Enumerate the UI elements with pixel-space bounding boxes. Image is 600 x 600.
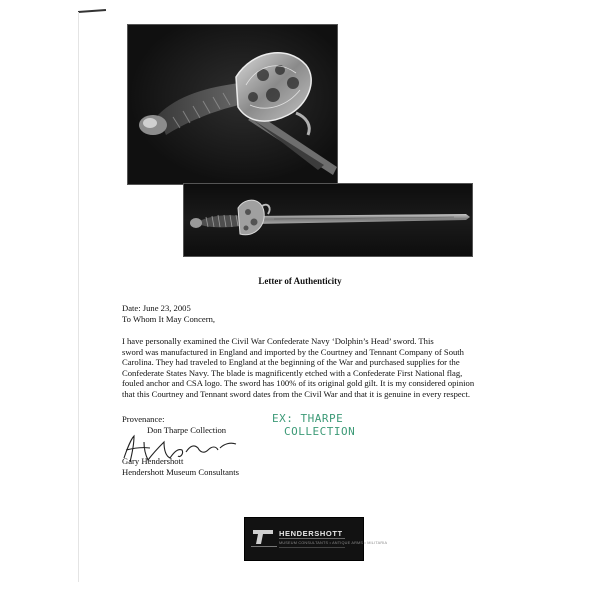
body-line: Confederate States Navy. The blade is magnificently etched with a Confederate First National flag,	[122, 367, 463, 378]
body-line: fouled anchor and CSA logo. The sword has 100% of its original gold gilt. It is my considered opinion	[122, 378, 475, 389]
signer-name: Gary Hendershott	[122, 456, 184, 466]
logo-divider	[279, 547, 345, 548]
date-line: Date: June 23, 2005	[122, 303, 191, 313]
provenance-value: Don Tharpe Collection	[147, 425, 227, 435]
note-line: COLLECTION	[284, 425, 356, 438]
hendershott-logo	[244, 517, 388, 561]
provenance-label: Provenance:	[122, 414, 165, 424]
sword-hilt-photo	[127, 24, 338, 185]
body-line: sword was manufactured in England and imported by the Courtney and Tennant Company of South	[122, 346, 464, 357]
signer-organization: Hendershott Museum Consultants	[122, 467, 239, 477]
pistol-icon	[251, 524, 277, 554]
full-sword-photo	[183, 183, 473, 257]
scan-mark	[78, 9, 106, 13]
handwritten-note	[272, 412, 355, 438]
body-line: I have personally examined the Civil War Confederate Navy ‘Dolphin’s Head’ sword. This	[122, 336, 434, 346]
salutation: To Whom It May Concern,	[122, 314, 216, 324]
letter-title: Letter of Authenticity	[258, 276, 342, 286]
note-line: EX: THARPE	[272, 412, 344, 425]
body-line: Carolina. They had traveled to England at the beginning of the War and purchased supplies for the	[122, 357, 460, 368]
body-line: that this Courtney and Tennant sword dates from the Civil War and that it is genuine in every respect.	[122, 388, 471, 399]
page-edge	[78, 12, 79, 582]
logo-divider	[279, 538, 345, 539]
logo-name: HENDERSHOTT	[279, 529, 343, 538]
letter-body	[122, 336, 502, 400]
logo-tagline: MUSEUM CONSULTANTS • ANTIQUE ARMS • MILITARIA	[279, 541, 388, 545]
